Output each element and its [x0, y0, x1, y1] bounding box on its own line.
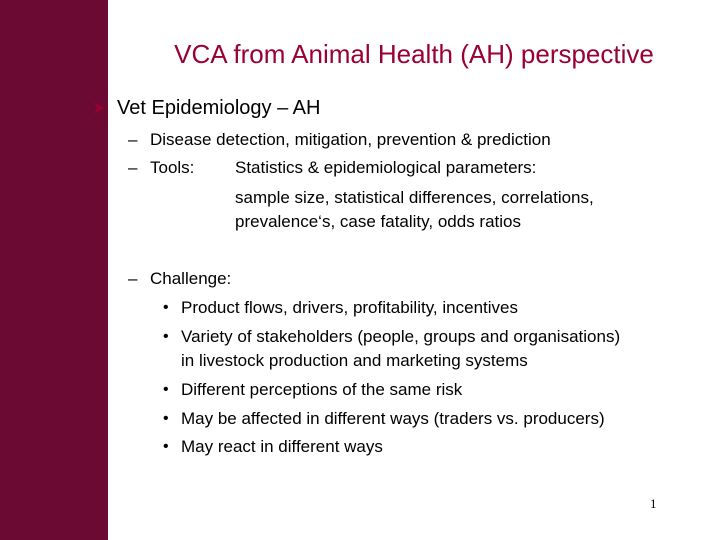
dash-bullet: – — [128, 130, 138, 149]
page-number: 1 — [650, 496, 657, 511]
challenge-point-2: Variety of stakeholders (people, groups and organisations) — [181, 327, 621, 346]
dash-bullet: – — [128, 269, 138, 288]
arrow-bullet-icon — [92, 97, 108, 119]
dot-bullet: • — [163, 381, 169, 398]
challenge-point-1: Product flows, drivers, profitability, incentives — [181, 298, 518, 317]
challenge-point-4: May be affected in different ways (traders vs. producers) — [181, 409, 605, 428]
main-bullet-text: Vet Epidemiology – AH — [117, 97, 321, 119]
dot-bullet: • — [163, 410, 169, 427]
tools-description: Statistics & epidemiological parameters: — [235, 158, 537, 177]
challenge-point-3: Different perceptions of the same risk — [181, 380, 463, 399]
list-item-disease-detection: Disease detection, mitigation, prevention & prediction — [150, 130, 551, 149]
dash-bullet: – — [128, 158, 138, 177]
dot-bullet: • — [163, 299, 169, 316]
tools-detail-line-1: sample size, statistical differences, correlations, — [235, 188, 594, 207]
challenge-point-2-continued: in livestock production and marketing systems — [181, 351, 528, 370]
slide-title: VCA from Animal Health (AH) perspective — [174, 39, 654, 69]
list-item-challenge-label: Challenge: — [150, 269, 232, 288]
list-item-tools-label: Tools: — [150, 158, 195, 177]
dot-bullet: • — [163, 328, 169, 345]
dot-bullet: • — [163, 438, 169, 455]
tools-detail-line-2: prevalence‘s, case fatality, odds ratios — [235, 212, 521, 231]
challenge-point-5: May react in different ways — [181, 437, 383, 456]
